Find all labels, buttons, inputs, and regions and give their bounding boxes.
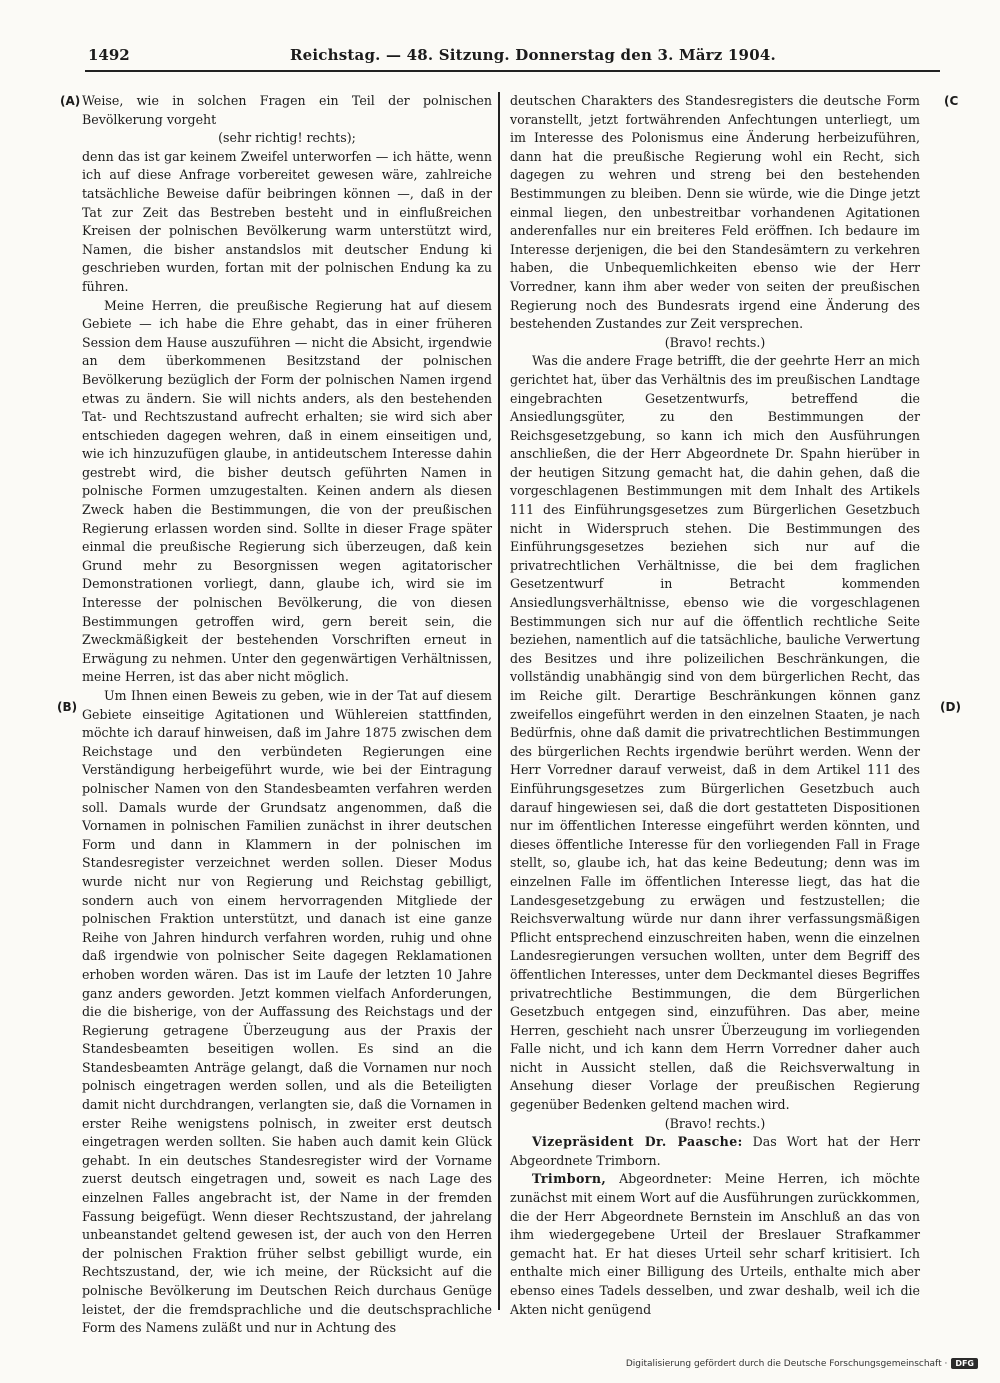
speaker-vice-president: Vizepräsident Dr. Paasche: <box>532 1134 743 1150</box>
trimborn-speech <box>510 1170 920 1319</box>
vice-president-text: Das Wort hat der Herr Abgeordnete Trimborn. <box>510 1134 920 1168</box>
left-interjection: (sehr richtig! rechts); <box>218 130 356 146</box>
right-column <box>510 92 920 1319</box>
right-interjection-2: (Bravo! rechts.) <box>664 1115 766 1131</box>
page-number: 1492 <box>88 46 130 64</box>
speaker-trimborn: Trimborn, <box>532 1171 607 1187</box>
header-rule <box>85 70 940 72</box>
left-paragraph-2: denn das ist gar keinem Zweifel unterworfen — ich hätte, wenn ich auf diese Anfrage vorbereitet gewesen wäre, zahlreiche tatsächliche Beweise dafür beibringen können —, daß in der Tat zur Zeit das Bestreben besteht und in einflußreichen Kreisen der polnischen Bevölkerung warm unterstützt wird, Namen, die bisher anstandslos mit deutscher Endung ki geschrieben wurden, fortan mit der polnischen Endung ka zu führen. <box>82 148 492 294</box>
left-paragraph-1: Weise, wie in solchen Fragen ein Teil der polnischen Bevölkerung vorgeht <box>82 93 492 127</box>
column-divider <box>498 92 500 1310</box>
trimborn-text: Abgeordneter: Meine Herren, ich möchte zunächst mit einem Wort auf die Ausführungen zurückkommen, die der Herr Abgeordnete Bernstein im Anschluß an das von ihm wiedergegebene Urteil der Breslauer Strafkammer gemacht hat. Er hat dieses Urteil sehr scharf kritisiert. Ich enthalte mich einer Billigung des Urteils, enthalte mich aber ebenso eines Tadels desselben, und zwar deshalb, weil ich die Akten nicht genügend <box>510 1171 920 1317</box>
right-paragraph-1: deutschen Charakters des Standesregisters die deutsche Form voranstellt, jetzt fortwährenden Anfechtungen unterliegt, um im Interesse des Polonismus eine Änderung herbeizuführen, dann hat die preußische Regierung wohl ein Recht, sich dagegen zu wehren und streng bei den bestehenden Bestimmungen zu bleiben. Denn sie würde, wie die Dinge jetzt einmal liegen, den unbestreitbar vorhandenen Agitationen anderenfalles nur ein breiteres Feld eröffnen. Ich bedaure im Interesse derjenigen, die bei den Standesämtern zu verkehren haben, die Unbequemlichkeiten ebenso wie der Herr Vorredner, kann ihm aber weder von seiten der preußischen Regierung noch des Bundesrats irgend eine Änderung des bestehenden Zustandes zur Zeit versprechen. <box>510 93 920 332</box>
right-interjection-1: (Bravo! rechts.) <box>664 334 766 350</box>
margin-marker-a: (A) <box>60 94 81 108</box>
left-column <box>82 92 492 1338</box>
vice-president-remark <box>510 1133 920 1170</box>
margin-marker-d: (D) <box>940 700 961 714</box>
left-paragraph-3: Meine Herren, die preußische Regierung hat auf diesem Gebiete — ich habe die Ehre gehabt, das in einer früheren Session dem Hause auszuführen — nicht die Absicht, irgendwie an dem überkommenen Besitzstand der polnischen Bevölkerung bezüglich der Form der polnischen Namen irgend etwas zu ändern. Sie will nichts anders, als den bestehenden Tat- und Rechtszustand aufrecht erhalten; sie wird sich aber entschieden dagegen wehren, daß in einem einseitigen und, wie ich hinzuzufügen glaube, in antideutschem Interesse dahin gestrebt wird, die bisher deutsch geführten Namen in polnische Formen umzugestalten. Keinen andern als diesen Zweck haben die Bestimmungen, die von der preußischen Regierung erlassen worden sind. Sollte in dieser Frage später einmal die preußische Regierung sich überzeugen, daß kein Grund mehr zu Besorgnissen wegen agitatorischer Demonstrationen vorliegt, dann, glaube ich, wird sie im Interesse der polnischen Bevölkerung, die von diesen Bestimmungen getroffen wird, gern bereit sein, die Zweckmäßigkeit der bestehenden Vorschriften erneut in Erwägung zu nehmen. Unter den gegenwärtigen Verhältnissen, meine Herren, ist das aber nicht möglich. <box>82 297 492 685</box>
footer-credit <box>626 1358 978 1369</box>
margin-marker-c: (C <box>944 94 959 108</box>
margin-marker-b: (B) <box>57 700 78 714</box>
left-paragraph-4: Um Ihnen einen Beweis zu geben, wie in der Tat auf diesem Gebiete einseitige Agitationen und Wühlereien stattfinden, möchte ich darauf hinweisen, daß im Jahre 1875 zwischen dem Reichstage und den verbündeten Regierungen eine Verständigung herbeigeführt wurde, wie bei der Eintragung polnischer Namen von den Standesbeamten verfahren werden soll. Damals wurde der Grundsatz angenommen, daß die Vornamen in polnischen Familien zunächst in ihrer deutschen Form und dann in Klammern in der polnischen im Standesregister verzeichnet werden sollen. Dieser Modus wurde nicht nur von Regierung und Reichstag gebilligt, sondern auch von einem hervorragenden Mitgliede der polnischen Fraktion unterstützt, und danach ist eine ganze Reihe von Jahren hindurch verfahren worden, ruhig und ohne daß irgendwie von polnischer Seite dagegen Reklamationen erhoben worden wären. Das ist im Laufe der letzten 10 Jahre ganz anders geworden. Jetzt kommen vielfach Anforderungen, die die bisherige, von der Auffassung des Reichstags und der Regierung getragene Überzeugung aus der Praxis der Standesbeamten beseitigen wollen. Es sind an die Standesbeamten Anträge gelangt, daß die Vornamen nur noch polnisch eingetragen werden sollen, und als die Beteiligten damit nicht durchdrangen, verlangten sie, daß die Vornamen in erster Reihe wenigstens polnisch, in zweiter erst deutsch eingetragen werden sollten. Sie haben auch damit kein Glück gehabt. In ein deutsches Standesregister wird der Vorname zuerst deutsch eingetragen und, soweit es nach Lage des einzelnen Falles angebracht ist, der Name in der fremden Fassung beigefügt. Wenn dieser Rechtszustand, der jahrelang unbeanstandet geltend gewesen ist, der auch von den Herren der polnischen Fraktion früher selbst gebilligt wurde, ein Rechtszustand, der, wie ich meine, der Rücksicht auf die polnische Bevölkerung im Deutschen Reich durchaus Genüge leistet, der die fremdsprachliche und die deutschsprachliche Form des Namens zuläßt und nur in Achtung des <box>82 688 492 1336</box>
page-header <box>60 40 940 80</box>
credit-text: Digitalisierung gefördert durch die Deutsche Forschungsgemeinschaft · <box>625 1358 948 1369</box>
running-title: Reichstag. — 48. Sitzung. Donnerstag den 3. März 1904. <box>290 46 776 64</box>
dfg-logo: DFG <box>951 1358 978 1369</box>
right-paragraph-2: Was die andere Frage betrifft, die der geehrte Herr an mich gerichtet hat, über das Verhältnis des im preußischen Landtage eingebrachten Gesetzentwurfs, betreffend die Ansiedlungsgüter, zu den Bestimmungen der Reichsgesetzgebung, so kann ich mich den Ausführungen anschließen, die der Herr Abgeordnete Dr. Spahn hierüber in der heutigen Sitzung gemacht hat, die dahin gehen, daß die vorgeschlagenen Bestimmungen mit dem Inhalt des Artikels 111 des Einführungsgesetzes zum Bürgerlichen Gesetzbuch nicht in Widerspruch stehen. Die Bestimmungen des Einführungsgesetzes beziehen sich nur auf die privatrechtlichen Verhältnisse, die bei dem fraglichen Gesetzentwurf in Betracht kommenden Ansiedlungsverhältnisse, ebenso wie die vorgeschlagenen Bestimmungen sich nur auf die öffentlich rechtliche Seite beziehen, namentlich auf die tatsächliche, bauliche Verwertung des Besitzes und ihre polizeilichen Beschränkungen, die vollständig unabhängig sind von dem bürgerlichen Recht, das im Reiche gilt. Derartige Beschränkungen können ganz zweifellos eingeführt werden in den einzelnen Staaten, je nach Bedürfnis, ohne daß damit die privatrechtlichen Bestimmungen des bürgerlichen Rechts irgendwie berührt werden. Wenn der Herr Vorredner darauf verweist, daß in dem Artikel 111 des Einführungsgesetzes zum Bürgerlichen Gesetzbuch auch darauf hingewiesen sei, daß die dort gestatteten Dispositionen nur im öffentlichen Interesse eingeführt werden könnten, und dieses öffentliche Interesse für den vorliegenden Fall in Frage stellt, so, glaube ich, hat das keine Bedeutung; denn was im einzelnen Falle im öffentlichen Interesse liegt, das hat die Landesgesetzgebung zu erwägen und festzustellen; die Reichsverwaltung würde nur dann ihrer verfassungsmäßigen Pflicht entsprechend einzuschreiten haben, wenn die einzelnen Landesregierungen versuchen wollten, unter dem Begriff des öffentlichen Interesses, unter dem Deckmantel dieses Begriffes privatrechtliche Bestimmungen, die dem Bürgerlichen Gesetzbuch entgegen sind, einzuführen. Das aber, meine Herren, geschieht nach unsrer Überzeugung im vorliegenden Falle nicht, und ich kann dem Herrn Vorredner daher auch nicht in Aussicht stellen, daß die Reichsverwaltung in Ansehung dieser Vorlage der preußischen Regierung gegenüber Bedenken geltend machen wird. <box>510 353 920 1113</box>
